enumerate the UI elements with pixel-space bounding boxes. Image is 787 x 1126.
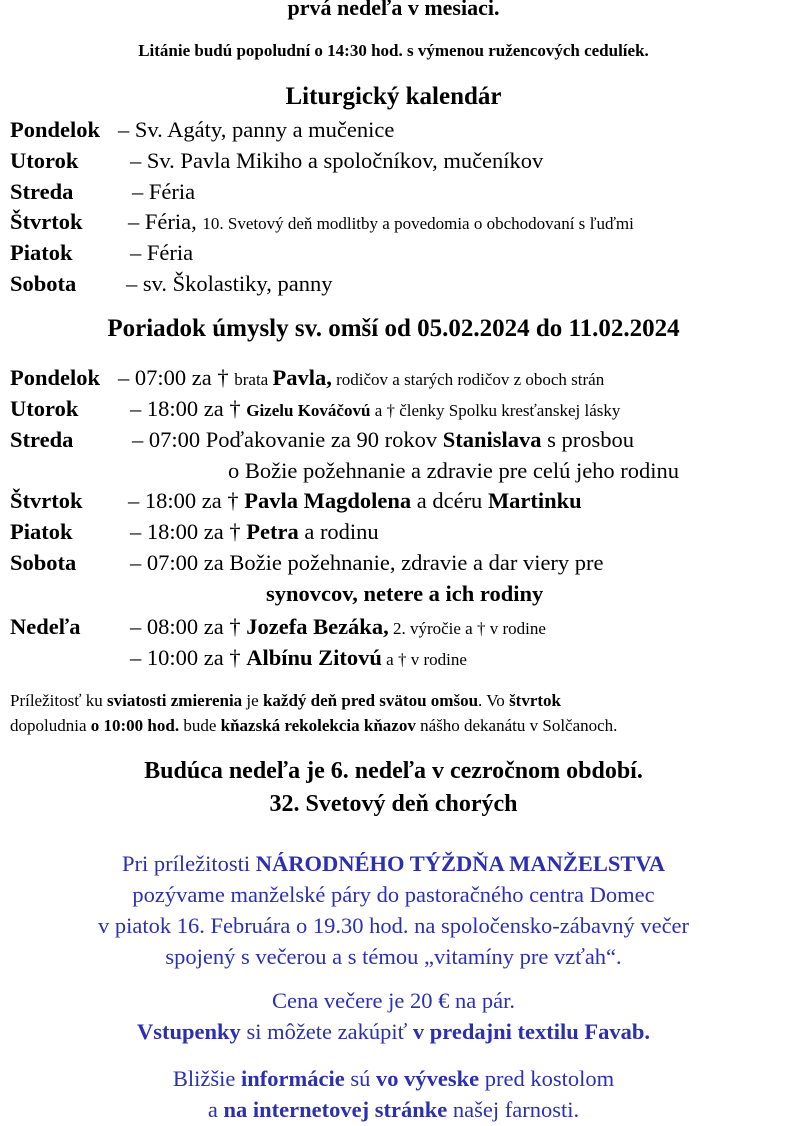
calendar-text: – Sv. Pavla Mikiho a spoločníkov, mučeníkov bbox=[130, 148, 544, 173]
calendar-text: – Féria bbox=[132, 179, 196, 204]
next-sunday-line1: Budúca nedeľa je 6. nedeľa v cezročnom období. bbox=[144, 758, 643, 784]
calendar-text: – Féria bbox=[130, 240, 194, 265]
litanie-note: Litánie budú popoludní o 14:30 hod. s výmenou ružencových cedulíek. bbox=[138, 41, 649, 60]
mass-text: o Božie požehnanie a zdravie pre celú jeho rodinu bbox=[228, 458, 680, 483]
calendar-text: – sv. Školastiky, panny bbox=[126, 271, 333, 296]
day-label: Piatok bbox=[10, 519, 73, 544]
invite-info: Bližšie informácie sú vo výveske pred kostolom bbox=[172, 1066, 615, 1091]
day-label: Utorok bbox=[10, 396, 79, 421]
invite-line: v piatok 16. Februára o 19.30 hod. na spoločensko-zábavný večer bbox=[97, 913, 690, 938]
mass-text: synovcov, netere a ich rodiny bbox=[266, 581, 544, 606]
day-label: Sobota bbox=[10, 550, 77, 575]
mass-text: – 08:00 za † Jozefa Bezáka, 2. výročie a † v rodine bbox=[130, 614, 546, 639]
invite-price: Cena večere je 20 € na pár. bbox=[271, 988, 515, 1013]
invite-line: Pri príležitosti NÁRODNÉHO TÝŽDŇA MANŽELSTVA bbox=[122, 851, 665, 876]
invite-line: pozývame manželské páry do pastoračného centra Domec bbox=[132, 882, 655, 907]
mass-text: – 18:00 za † Gizelu Kováčovú a † členky Spolku kresťanskej lásky bbox=[130, 396, 621, 421]
mass-schedule-title: Poriadok úmysly sv. omší od 05.02.2024 do 11.02.2024 bbox=[107, 315, 680, 342]
invite-info: a na internetovej stránke našej farnosti. bbox=[207, 1097, 580, 1122]
invite-tickets: Vstupenky si môžete zakúpiť v predajni textilu Favab. bbox=[137, 1019, 650, 1044]
confession-note: Príležitosť ku sviatosti zmierenia je každý deň pred svätou omšou. Vo štvrtok dopoludnia o 10:00 hod. bude kňazská rekolekcia kňazov nášho dekanátu v Solčanoch. bbox=[10, 691, 618, 735]
day-label: Nedeľa bbox=[10, 614, 81, 639]
next-sunday-line2: 32. Svetový deň chorých bbox=[269, 791, 518, 817]
mass-text: – 07:00 za Božie požehnanie, zdravie a dar viery pre bbox=[130, 550, 604, 575]
day-label: Streda bbox=[10, 179, 74, 204]
day-label: Streda bbox=[10, 427, 74, 452]
mass-text: – 07:00 za † brata Pavla, rodičov a starých rodičov z oboch strán bbox=[118, 365, 605, 390]
calendar-text: – Féria, 10. Svetový deň modlitby a povedomia o obchodovaní s ľuďmi bbox=[128, 209, 634, 234]
mass-text: – 18:00 za † Petra a rodinu bbox=[130, 519, 379, 544]
mass-text: – 18:00 za † Pavla Magdolena a dcéru Martinku bbox=[128, 488, 582, 513]
day-label: Piatok bbox=[10, 240, 73, 265]
mass-text: – 10:00 za † Albínu Zitovú a † v rodine bbox=[130, 645, 467, 670]
day-label: Pondelok bbox=[10, 365, 101, 390]
invite-line: spojený s večerou a s témou „vitamíny pre vzťah“. bbox=[165, 944, 622, 969]
day-label: Štvrtok bbox=[10, 488, 83, 513]
mass-text: – 07:00 Poďakovanie za 90 rokov Stanislava s prosbou bbox=[132, 427, 635, 452]
calendar-text: – Sv. Agáty, panny a mučenice bbox=[118, 117, 395, 142]
day-label: Sobota bbox=[10, 271, 77, 296]
top-line: prvá nedeľa v mesiaci. bbox=[287, 0, 500, 20]
calendar-title: Liturgický kalendár bbox=[285, 83, 502, 110]
day-label: Pondelok bbox=[10, 117, 101, 142]
day-label: Utorok bbox=[10, 148, 79, 173]
day-label: Štvrtok bbox=[10, 209, 83, 234]
